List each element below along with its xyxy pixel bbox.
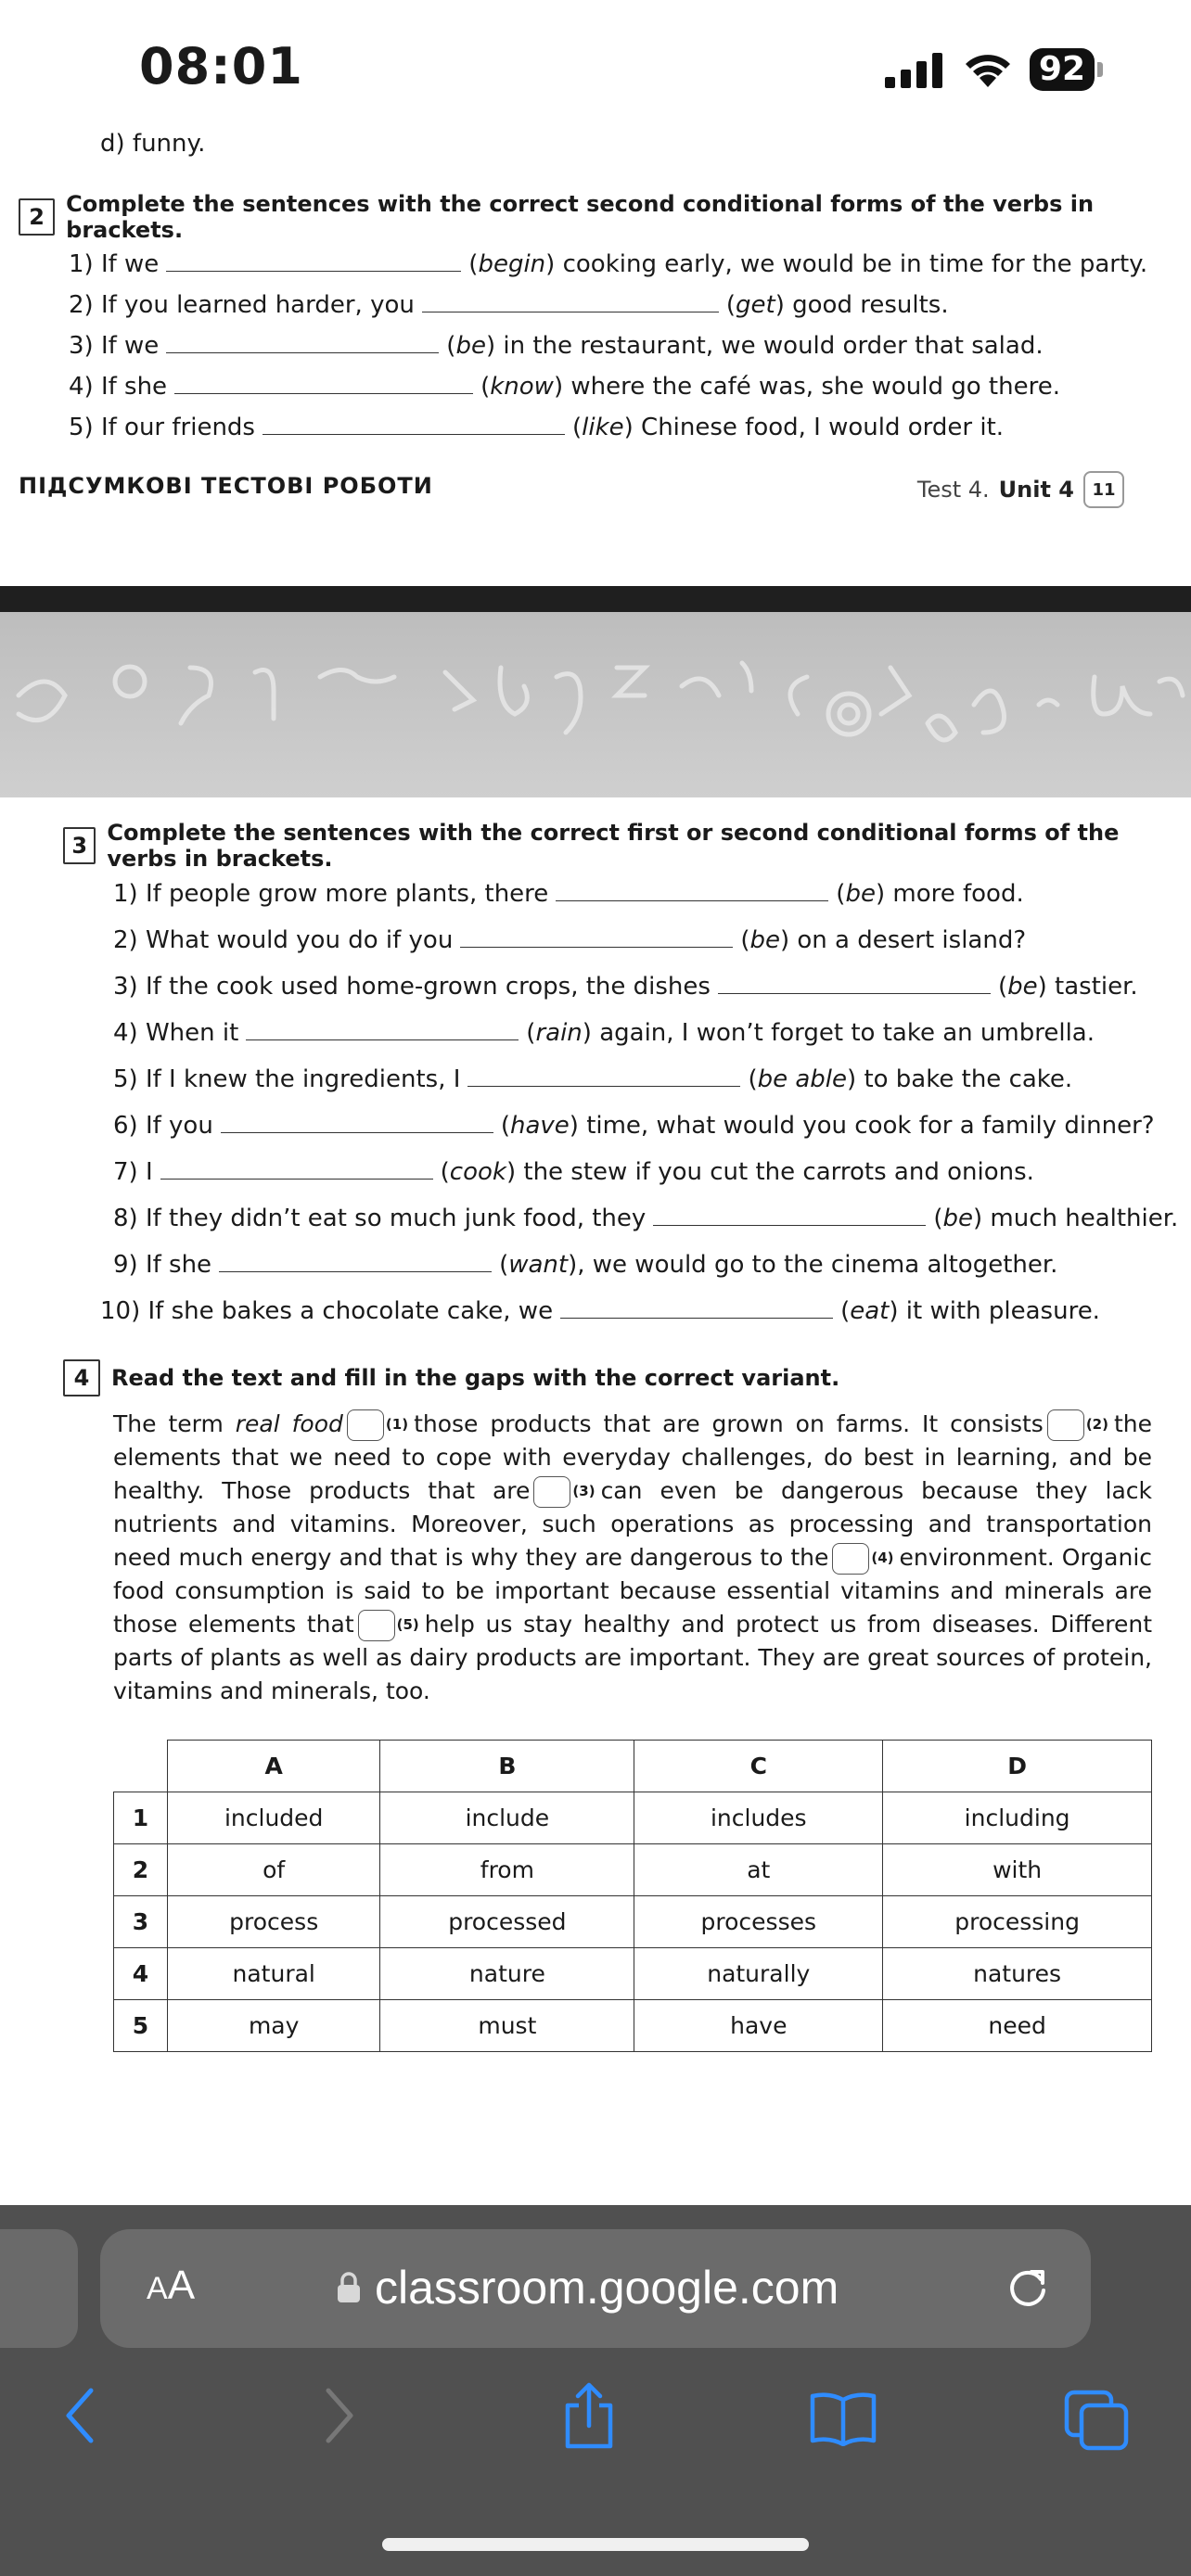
- answer-options-table: [113, 1740, 1152, 2052]
- answer-blank[interactable]: [219, 1248, 492, 1272]
- table-cell: included: [168, 1792, 380, 1844]
- sentence-start: 2) What would you do if you: [113, 926, 454, 954]
- task-3-number: 3: [63, 827, 96, 864]
- answer-blank[interactable]: [560, 1294, 833, 1319]
- task-4-title: Read the text and fill in the gaps with the correct variant.: [111, 1365, 840, 1391]
- answer-blank[interactable]: [467, 1063, 740, 1087]
- passage-text: those products that are grown on farms. It consists: [414, 1410, 1044, 1437]
- cellular-signal-icon: [885, 51, 946, 88]
- row-number: 3: [114, 1896, 168, 1948]
- table-cell: at: [634, 1844, 883, 1896]
- status-bar: [0, 0, 1191, 130]
- sentence-start: 2) If you learned harder, you: [69, 291, 415, 319]
- answer-blank[interactable]: [166, 329, 439, 353]
- answer-blank[interactable]: [166, 248, 461, 272]
- sentence-end: again, I won’t forget to take an umbrella.: [599, 1019, 1095, 1047]
- task-2-title: Complete the sentences with the correct second conditional forms of the verbs in brackets.: [66, 191, 1095, 243]
- sentence-start: 1) If people grow more plants, there: [113, 880, 549, 908]
- verb-hint: have: [509, 1112, 570, 1140]
- previous-tab-preview[interactable]: [0, 2229, 78, 2348]
- verb-hint: cook: [449, 1158, 506, 1186]
- answer-blank[interactable]: [718, 970, 991, 994]
- gap-box-1[interactable]: [347, 1409, 384, 1441]
- sentence-end: good results.: [792, 291, 949, 319]
- task-3-item-7: 7) I ( cook ) the stew if you cut the carrots and onions.: [113, 1155, 1034, 1186]
- battery-indicator: [1030, 48, 1103, 91]
- row-number: 5: [114, 2000, 168, 2052]
- gap-marker-4: (4): [871, 1549, 894, 1566]
- column-header: D: [883, 1741, 1152, 1792]
- answer-blank[interactable]: [556, 877, 828, 901]
- task-3-item-10: 10) If she bakes a chocolate cake, we ( eat ) it with pleasure.: [100, 1294, 1100, 1325]
- sentence-end: on a desert island?: [797, 926, 1027, 954]
- verb-hint: be: [455, 332, 486, 360]
- url-display[interactable]: [336, 2261, 839, 2315]
- sentence-end: to bake the cake.: [864, 1065, 1073, 1093]
- column-header: B: [380, 1741, 634, 1792]
- sentence-start: 5) If I knew the ingredients, I: [113, 1065, 461, 1093]
- column-header: A: [168, 1741, 380, 1792]
- task-3-item-1: 1) If people grow more plants, there ( be ) more food.: [113, 877, 1024, 908]
- page-separator: [0, 586, 1191, 612]
- answer-blank[interactable]: [263, 411, 565, 435]
- sentence-end: in the restaurant, we would order that salad.: [503, 332, 1044, 360]
- column-header: C: [634, 1741, 883, 1792]
- sentence-end: cooking early, we would be in time for the party.: [562, 250, 1148, 278]
- battery-level: 92: [1030, 48, 1095, 91]
- verb-hint: want: [508, 1251, 569, 1279]
- verb-hint: be: [749, 926, 780, 954]
- table-cell: processes: [634, 1896, 883, 1948]
- sentence-end: tastier.: [1055, 973, 1138, 1001]
- table-row: [114, 2000, 1152, 2052]
- sentence-start: 9) If she: [113, 1251, 212, 1279]
- sentence-end: more food.: [892, 880, 1024, 908]
- decorative-letters-pattern: [0, 640, 1191, 770]
- table-row: [114, 1844, 1152, 1896]
- gap-box-4[interactable]: [832, 1543, 869, 1575]
- bookmarks-icon[interactable]: [809, 2391, 877, 2446]
- sentence-end: where the café was, she would go there.: [570, 373, 1060, 401]
- footer-unit: Unit 4: [998, 477, 1074, 503]
- answer-blank[interactable]: [221, 1109, 493, 1133]
- sentence-start: 4) If she: [69, 373, 168, 401]
- gap-box-5[interactable]: [358, 1610, 395, 1641]
- table-cell: of: [168, 1844, 380, 1896]
- sentence-start: 5) If our friends: [69, 414, 255, 441]
- passage-text: help us stay healthy and protect us from diseases. Different parts of plants as well as dairy products are important. They are great sources of protein, vitamins and minerals, too.: [113, 1611, 1152, 1704]
- task-3-title: Complete the sentences with the correct first or second conditional forms of the verbs in brackets.: [107, 820, 1120, 872]
- verb-hint: be: [1007, 973, 1038, 1001]
- passage-text: environment. Organic food consumption is said to be important because essential vitamins and minerals are those elements that: [113, 1544, 1153, 1638]
- passage-term: real food: [235, 1410, 343, 1437]
- row-number: 2: [114, 1844, 168, 1896]
- table-cell: naturally: [634, 1948, 883, 2000]
- sentence-start: 1) If we: [69, 250, 160, 278]
- footer-test: Test 4.: [916, 477, 990, 503]
- table-cell: nature: [380, 1948, 634, 2000]
- lock-icon: [336, 2271, 362, 2304]
- status-time: 08:01: [139, 37, 303, 96]
- sentence-start: 8) If they didn’t eat so much junk food, they: [113, 1205, 647, 1232]
- answer-blank[interactable]: [174, 370, 473, 394]
- verb-hint: eat: [850, 1297, 890, 1325]
- table-row: [114, 1896, 1152, 1948]
- table-cell: may: [168, 2000, 380, 2052]
- task-2-item-1: 1) If we ( begin ) cooking early, we would be in time for the party.: [69, 248, 1147, 278]
- passage-text: The term: [113, 1410, 236, 1437]
- wifi-icon: [961, 50, 1015, 89]
- sentence-start: 3) If we: [69, 332, 160, 360]
- table-row: [114, 1948, 1152, 2000]
- task-4-number: 4: [63, 1359, 100, 1396]
- table-row: [114, 1792, 1152, 1844]
- row-number: 4: [114, 1948, 168, 2000]
- row-number: 1: [114, 1792, 168, 1844]
- footer-test-label: [917, 471, 1124, 508]
- sentence-end: Chinese food, I would order it.: [641, 414, 1005, 441]
- table-cell: including: [883, 1792, 1152, 1844]
- table-cell: must: [380, 2000, 634, 2052]
- previous-option-d: d) funny.: [100, 130, 206, 158]
- gap-marker-2: (2): [1085, 1416, 1108, 1433]
- table-header-row: [114, 1741, 1152, 1792]
- sentence-start: 3) If the cook used home-grown crops, the dishes: [113, 973, 711, 1001]
- passage-text: the elements that we need to cope with everyday challenges, do best in learning, and be healthy. Those products that are: [113, 1410, 1153, 1504]
- task-3-item-4: 4) When it ( rain ) again, I won’t forget to take an umbrella.: [113, 1016, 1095, 1047]
- task-2-item-3: 3) If we ( be ) in the restaurant, we would order that salad.: [69, 329, 1044, 360]
- answer-blank[interactable]: [160, 1155, 433, 1180]
- sentence-end: the stew if you cut the carrots and onions.: [523, 1158, 1034, 1186]
- tabs-icon[interactable]: [1063, 2389, 1130, 2452]
- sentence-end: , we would go to the cinema altogether.: [577, 1251, 1058, 1279]
- verb-hint: begin: [478, 250, 546, 278]
- reader-options-button[interactable]: [147, 2263, 195, 2309]
- verb-hint: rain: [535, 1019, 583, 1047]
- task-4-heading: [63, 1359, 839, 1396]
- sentence-end: time, what would you cook for a family dinner?: [586, 1112, 1155, 1140]
- answer-blank[interactable]: [653, 1202, 926, 1226]
- aa-large: A: [167, 2263, 196, 2308]
- answer-blank[interactable]: [246, 1016, 519, 1040]
- table-cell: include: [380, 1792, 634, 1844]
- table-cell: have: [634, 2000, 883, 2052]
- home-indicator[interactable]: [382, 2538, 809, 2551]
- task-4-passage: [113, 1408, 1152, 1708]
- table-cell: natures: [883, 1948, 1152, 2000]
- task-3-heading: [63, 820, 1191, 872]
- gap-marker-5: (5): [396, 1616, 419, 1633]
- gap-box-3[interactable]: [533, 1476, 570, 1508]
- sentence-start: 6) If you: [113, 1112, 213, 1140]
- task-3-item-5: 5) If I knew the ingredients, I ( be able ) to bake the cake.: [113, 1063, 1072, 1093]
- gap-box-2[interactable]: [1047, 1409, 1084, 1441]
- url-text: classroom.google.com: [375, 2262, 839, 2314]
- table-cell: natural: [168, 1948, 380, 2000]
- table-corner: [114, 1741, 168, 1792]
- task-2-number: 2: [19, 198, 55, 236]
- table-cell: from: [380, 1844, 634, 1896]
- page-number: 11: [1083, 471, 1124, 508]
- task-3-item-2: 2) What would you do if you ( be ) on a desert island?: [113, 924, 1026, 954]
- sentence-start: 10) If she bakes a chocolate cake, we: [100, 1297, 554, 1325]
- passage-text: can even be dangerous because they lack nutrients and vitamins. Moreover, such operations as processing and transportation need much energy and that is why they are dangerous to the: [113, 1477, 1152, 1571]
- share-icon[interactable]: [560, 2381, 618, 2450]
- table-cell: process: [168, 1896, 380, 1948]
- task-3-item-8: 8) If they didn’t eat so much junk food, they ( be ) much healthier.: [113, 1202, 1178, 1232]
- aa-small: A: [147, 2271, 168, 2306]
- status-icons: [885, 48, 1103, 91]
- table-cell: with: [883, 1844, 1152, 1896]
- task-2-item-5: 5) If our friends ( like ) Chinese food, I would order it.: [69, 411, 1004, 441]
- task-2-item-4: 4) If she ( know ) where the café was, she would go there.: [69, 370, 1060, 401]
- sentence-start: 4) When it: [113, 1019, 239, 1047]
- sentence-end: much healthier.: [990, 1205, 1179, 1232]
- battery-tip: [1097, 62, 1103, 77]
- task-2-item-2: 2) If you learned harder, you ( get ) good results.: [69, 288, 949, 319]
- verb-hint: know: [490, 373, 554, 401]
- answer-blank[interactable]: [422, 288, 719, 312]
- sentence-end: it with pleasure.: [905, 1297, 1100, 1325]
- table-cell: includes: [634, 1792, 883, 1844]
- gap-marker-3: (3): [572, 1483, 596, 1499]
- table-cell: processing: [883, 1896, 1152, 1948]
- answer-blank[interactable]: [460, 924, 733, 948]
- table-cell: need: [883, 2000, 1152, 2052]
- verb-hint: like: [582, 414, 624, 441]
- footer-section-title: ПІДСУМКОВІ ТЕСТОВІ РОБОТИ: [19, 473, 433, 499]
- verb-hint: be: [845, 880, 876, 908]
- reload-icon[interactable]: [1004, 2263, 1052, 2311]
- back-icon[interactable]: [61, 2383, 98, 2448]
- verb-hint: be able: [757, 1065, 848, 1093]
- task-3-item-3: 3) If the cook used home-grown crops, the dishes ( be ) tastier.: [113, 970, 1138, 1001]
- verb-hint: get: [736, 291, 775, 319]
- forward-icon[interactable]: [321, 2383, 358, 2448]
- gap-marker-1: (1): [385, 1416, 409, 1433]
- task-3-item-9: 9) If she ( want ) , we would go to the cinema altogether.: [113, 1248, 1057, 1279]
- task-3-item-6: 6) If you ( have ) time, what would you cook for a family dinner?: [113, 1109, 1155, 1140]
- task-2-heading: [19, 191, 1191, 243]
- table-cell: processed: [380, 1896, 634, 1948]
- verb-hint: be: [942, 1205, 973, 1232]
- sentence-start: 7) I: [113, 1158, 153, 1186]
